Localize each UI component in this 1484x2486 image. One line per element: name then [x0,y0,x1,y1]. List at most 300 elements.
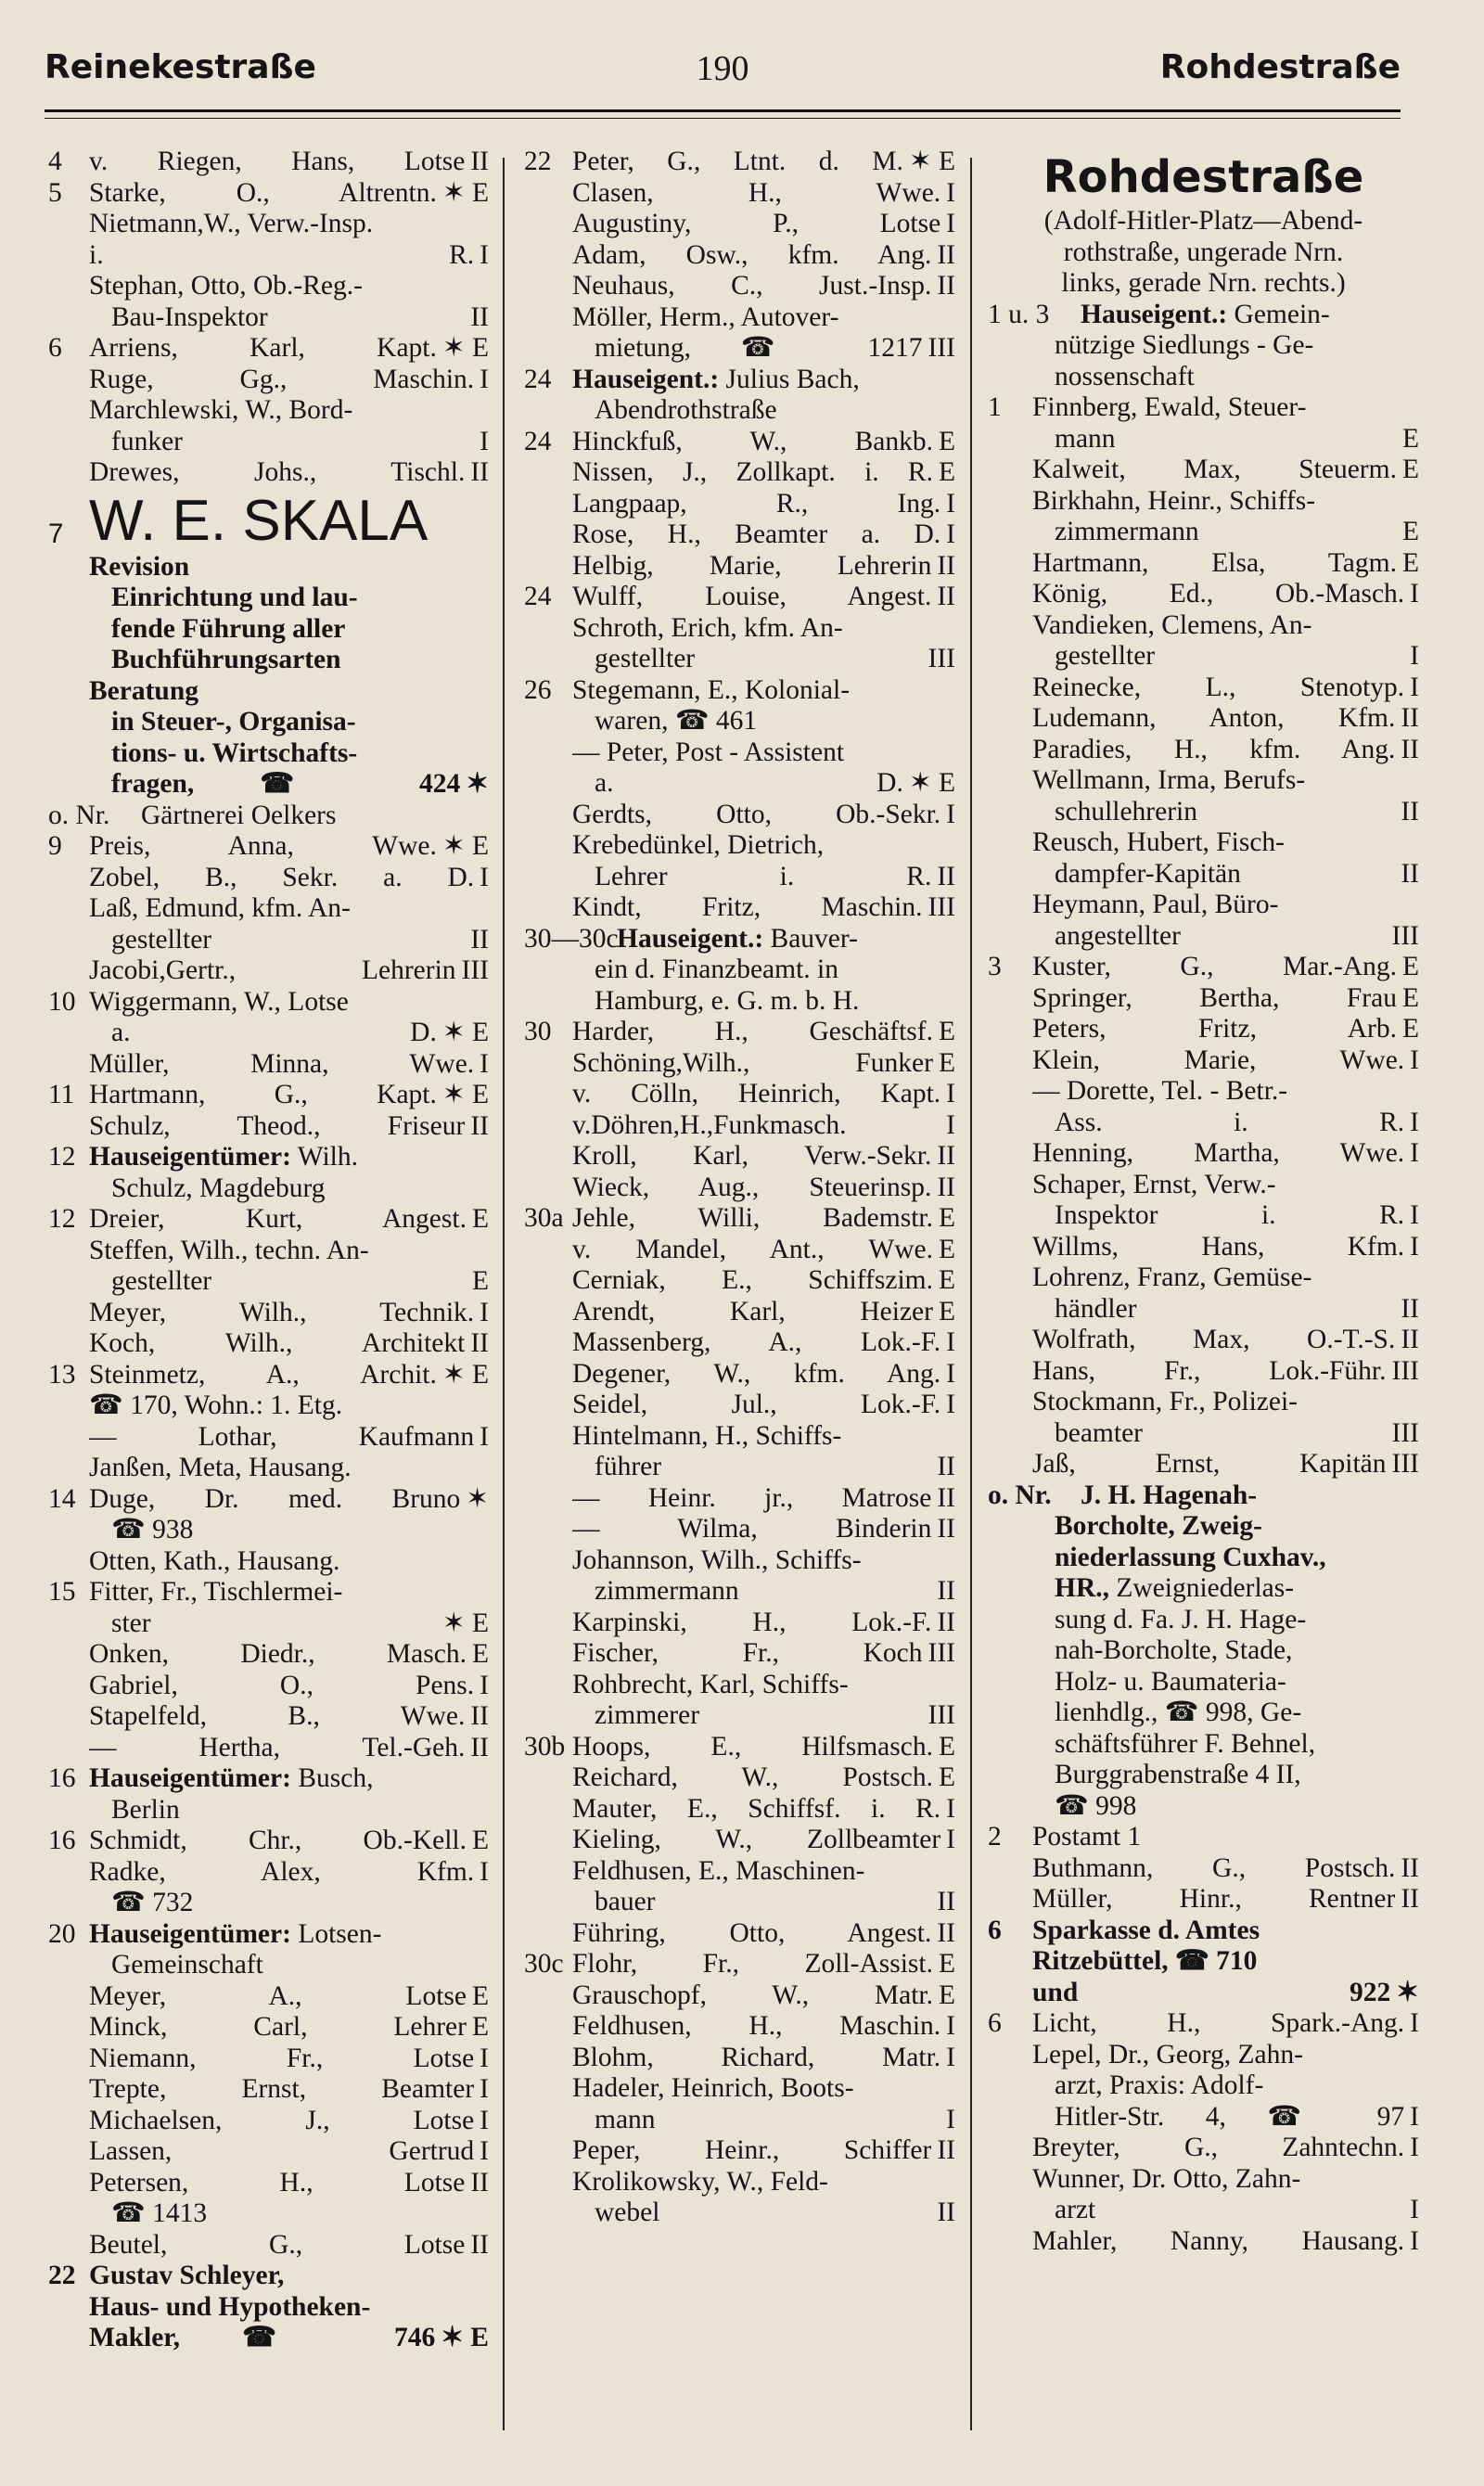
resident-text: Mauter, E., Schiffsf. i. R. [572,1793,941,1824]
resident-text: ein d. Finanzbeamt. in [595,955,838,984]
directory-entry [988,1356,1419,1388]
house-number [988,1138,1032,1170]
resident-text: Müller, Minna, Wwe. [89,1048,475,1079]
house-number [988,2164,1032,2196]
house-number [524,395,572,427]
house-number [48,893,89,925]
resident-text: niederlassung Cuxhav., [1055,1542,1326,1572]
directory-entry [988,486,1419,518]
floor-mark: II [937,2135,955,2165]
resident-text: ☎ 170, Wohn.: 1. Etg. [89,1390,343,1420]
resident-text: Meyer, A., Lotse [89,1980,467,2011]
house-number [48,2230,89,2262]
house-number [524,457,572,489]
directory-entry [524,209,955,240]
house-number [988,362,1032,393]
owner-label: HR., [1055,1573,1109,1603]
floor-mark: E [938,1047,955,1078]
street-heading [988,148,1419,206]
house-number [524,1327,572,1359]
resident-text: Gemeinschaft [111,1950,263,1980]
directory-entry [48,676,489,708]
resident-text: nah-Borcholte, Stade, [1055,1635,1293,1665]
resident-text: Berlin [111,1794,180,1825]
resident-text: König, Ed., Ob.-Masch. [1032,579,1405,609]
resident-text: Schroth, Erich, kfm. An- [572,612,843,643]
directory-entry [48,302,489,334]
resident-text: Reusch, Hubert, Fisch- [1032,827,1286,857]
directory-entry [988,1635,1419,1667]
resident-text: Grauschopf, W., Matr. [572,1980,933,2010]
directory-entry [48,395,489,427]
house-number [524,2043,572,2074]
owner-entry: Hauseigentümer: Busch, [89,1763,374,1793]
resident-text: Hartmann, G., Kapt. [89,1080,437,1109]
directory-entry [524,737,955,769]
house-number [988,1325,1032,1356]
directory-entry [48,1857,489,1889]
house-number [48,1546,89,1578]
house-number [988,330,1032,362]
resident-text: arzt, Praxis: Adolf- [1055,2070,1264,2100]
house-number [988,1170,1032,1201]
directory-entry [988,392,1419,424]
directory-entry [524,147,955,178]
house-number [524,1173,572,1204]
house-number: 24 [524,364,552,394]
house-number [48,2168,89,2199]
directory-entry [988,921,1419,953]
house-number: 1 [988,392,1002,422]
resident-text: Heymann, Paul, Büro- [1032,890,1279,919]
resident-text: Cerniak, E., Schiffszim. [572,1265,933,1295]
resident-text: Kalweit, Max, Steuerm. [1032,455,1397,484]
floor-mark: II [470,2229,489,2260]
house-number [524,333,572,365]
directory-entry [524,1483,955,1515]
house-number [988,703,1032,735]
floor-mark: E [938,1265,955,1295]
resident-text: — Lothar, Kaufmann [89,1421,475,1452]
house-number [988,1511,1032,1543]
house-number [524,706,572,737]
resident-text: — Dorette, Tel. - Betr.- [1032,1076,1288,1106]
resident-text: arzt [1055,2195,1096,2224]
resident-text: ☎ 938 [111,1515,194,1544]
house-number [988,2102,1032,2134]
house-number [988,486,1032,518]
owner-label: Hauseigent.: [617,923,764,954]
house-number [524,302,572,334]
resident-text: Holz- u. Baumateria- [1055,1666,1286,1697]
floor-mark: I [946,1327,955,1357]
floor-mark: E [938,426,955,456]
directory-entry [524,457,955,489]
directory-entry [48,1919,489,1951]
floor-mark: I [1410,579,1419,609]
resident-text: Ass. i. R. [1055,1107,1405,1137]
house-number: 14 [48,1483,76,1514]
directory-entry [988,579,1419,610]
directory-entry [524,333,955,365]
owner-entry: Hauseigent.: Bauver- [617,923,858,954]
resident-text: Helbig, Marie, Lehrerin [572,550,932,581]
directory-entry [48,614,489,646]
floor-mark: II [937,1141,955,1171]
floor-mark: I [480,1670,489,1700]
directory-entry [988,1853,1419,1885]
directory-entry [524,613,955,645]
resident-text: Duge, Dr. med. Bruno [89,1483,461,1514]
resident-text: Lassen, Gertrud [89,2136,475,2166]
resident-text: Fischer, Fr., Koch [572,1638,923,1668]
floor-mark: II [470,457,489,487]
house-number [524,2198,572,2229]
house-number [524,209,572,240]
directory-entry [524,1173,955,1204]
floor-mark: E [1401,1014,1419,1044]
house-number: o. Nr. [988,1480,1052,1510]
house-number: 12 [48,1142,76,1172]
house-number [48,955,89,987]
directory-entry [524,1297,955,1328]
house-number: 30a [524,1203,564,1233]
directory-entry [48,2136,489,2168]
house-number: 5 [48,177,62,208]
floor-mark: I [480,2136,489,2166]
floor-mark: II [937,582,955,611]
resident-text: Seidel, Jul., Lok.-F. [572,1390,941,1419]
resident-text: Dreier, Kurt, Angest. [89,1204,467,1234]
house-number [988,1232,1032,1263]
directory-entry [524,1079,955,1110]
directory-entry [524,1017,955,1048]
directory-entry [524,892,955,924]
directory-entry [524,1421,955,1453]
owner-label: Hauseigentümer: [89,1763,291,1793]
resident-text: a. D. [595,768,903,798]
directory-entry [524,1825,955,1856]
resident-text: Jehle, Willi, Bademstr. [572,1203,933,1233]
house-number [48,1018,89,1049]
directory-entry [48,178,489,210]
directory-entry [988,890,1419,921]
house-number [988,827,1032,859]
directory-entry [988,1294,1419,1326]
resident-text: mann [1055,423,1116,454]
owner-entry: Hauseigent.: Julius Bach, [572,364,860,394]
house-number [48,2012,89,2044]
directory-entry [524,178,955,210]
house-number [524,1700,572,1732]
floor-mark: E [938,1017,955,1046]
floor-mark: II [937,1172,955,1202]
house-number [524,1359,572,1390]
floor-mark: II [937,1917,955,1948]
directory-entry [988,1760,1419,1791]
floor-mark: III [1391,1417,1419,1448]
resident-text: Willms, Hans, Kfm. [1032,1231,1405,1262]
floor-mark: ✶ [466,769,489,799]
street-heading-text: Rohdestraße [1043,151,1364,203]
directory-entry [48,1701,489,1733]
house-number [48,863,89,894]
resident-text: Massenberg, A., Lok.-F. [572,1327,941,1357]
floor-mark: E [938,1296,955,1326]
directory-entry [988,952,1419,983]
resident-text: nützige Siedlungs - Ge- [1055,330,1314,360]
house-number: 1 u. 3 [988,299,1050,329]
resident-text: — Peter, Post - Assistent [572,737,845,767]
resident-text: Gerdts, Otto, Ob.-Sekr. [572,799,941,829]
floor-mark: III [928,892,955,922]
house-number [48,2044,89,2075]
house-number [524,2135,572,2167]
floor-mark: II [937,1607,955,1637]
directory-entry [524,582,955,613]
directory-entry [988,1822,1419,1853]
directory-entry [988,1573,1419,1605]
floor-mark: II [937,861,955,891]
directory-entry [524,1203,955,1235]
directory-entry [988,1543,1419,1574]
directory-entry [48,1111,489,1143]
directory-entry [524,955,955,986]
resident-text: Schaper, Ernst, Verw.- [1032,1169,1276,1199]
directory-entry [524,768,955,800]
resident-text: Nietmann,W., Verw.-Insp. [89,209,374,238]
directory-entry [988,2070,1419,2102]
house-number [524,955,572,986]
house-number [48,645,89,676]
resident-text: Radke, Alex, Kfm. [89,1856,475,1887]
resident-text: dampfer-Kapitän [1055,858,1241,889]
directory-entry [48,801,489,832]
house-number [48,240,89,272]
directory-entry [988,2195,1419,2226]
page-number: 190 [696,49,749,88]
resident-text: Ritzebüttel, ☎ 710 [1032,1946,1258,1976]
directory-entry [524,1608,955,1639]
resident-text: Henning, Martha, Wwe. [1032,1138,1405,1168]
house-number [988,455,1032,486]
page-header [45,48,1401,104]
house-number: 30—30c [524,923,619,954]
house-number [524,737,572,769]
owner-entry: Hauseigent.: Gemein- [1081,299,1330,329]
floor-mark: I [1410,1044,1419,1075]
house-number [48,1795,89,1826]
resident-text: Wiggermann, W., Lotse [89,986,349,1017]
floor-mark: E [938,1234,955,1264]
owner-entry: HR., Zweigniederlas- [1055,1573,1295,1603]
floor-mark: I [946,1793,955,1824]
directory-entry [988,1729,1419,1761]
directory-entry [48,738,489,770]
house-number [988,765,1032,797]
directory-entry [524,271,955,302]
directory-entry [524,365,955,396]
house-number [988,2195,1032,2226]
resident-text: Michaelsen, J., Lotse [89,2105,475,2135]
directory-entry [524,1856,955,1888]
directory-entry [524,675,955,707]
house-number [988,1108,1032,1139]
directory-entry [48,707,489,738]
house-number [48,1390,89,1422]
resident-text: — Hertha, Tel.-Geh. [89,1732,466,1762]
house-number: 30 [524,1017,552,1046]
floor-mark: II [470,1328,489,1358]
resident-text: Finnberg, Ewald, Steuer- [1032,392,1307,422]
floor-mark: II [1401,858,1419,889]
floor-mark: II [470,924,489,955]
floor-mark: I [1410,2101,1419,2132]
directory-entry [48,1453,489,1484]
resident-text: schullehrerin [1055,796,1197,827]
column-middle [524,147,955,2447]
floor-mark: I [946,2011,955,2041]
resident-text: Einrichtung und lau- [111,583,358,612]
resident-text: Buchführungsarten [111,645,341,674]
resident-text: Neuhaus, C., Just.-Insp. [572,271,932,301]
floor-mark: E [471,1204,489,1234]
resident-text: Kuster, G., Mar.-Ang. [1032,952,1397,981]
house-number [988,1853,1032,1885]
column-divider-1 [503,158,505,2430]
directory-entry [988,1170,1419,1201]
house-number [48,552,89,583]
house-number: 16 [48,1763,76,1793]
floor-mark: III [1391,920,1419,951]
resident-text: i. R. [89,239,475,270]
resident-text: Feldhusen, E., Maschinen- [572,1855,865,1886]
column-divider-2 [970,158,972,2430]
house-number [524,1608,572,1639]
header-right-street: Rohdestraße [1159,48,1401,86]
directory-entry [524,1762,955,1794]
resident-text: Janßen, Meta, Hausang. [89,1453,352,1482]
directory-entry [48,2323,489,2354]
street-description: links, gerade Nrn. rechts.) [1061,268,1346,298]
house-number [524,519,572,551]
directory-entry [48,491,489,552]
resident-text: — Wilma, Binderin [572,1514,932,1544]
resident-text: lienhdlg., ☎ 998, Ge- [1055,1698,1302,1727]
resident-text: Krebedünkel, Dietrich, [572,830,825,860]
house-number [988,797,1032,828]
resident-text: waren, ☎ 461 [595,706,758,736]
resident-text: Haus- und Hypotheken- [89,2291,371,2322]
directory-entry [988,362,1419,393]
resident-text: webel [595,2198,660,2227]
directory-entry [988,673,1419,704]
house-number [48,365,89,396]
floor-mark: I [1410,641,1419,671]
resident-text: funker [111,426,183,456]
directory-entry [48,209,489,240]
resident-text: Augustiny, P., Lotse [572,209,941,238]
directory-entry [48,2168,489,2199]
column-left [48,147,489,2447]
floor-mark: II [937,1514,955,1544]
directory-entry [524,2135,955,2167]
resident-text: Wulff, Louise, Angest. [572,582,932,611]
resident-text: und 922 [1032,1977,1391,2007]
house-number [524,1576,572,1608]
house-number [48,1453,89,1484]
directory-entry [988,268,1419,300]
house-number [48,1950,89,1981]
resident-text: Schulz, Magdeburg [111,1173,326,1203]
resident-text: Jaß, Ernst, Kapitän [1032,1449,1387,1479]
house-number [988,983,1032,1015]
house-number [48,1111,89,1143]
floor-mark: II [470,147,489,176]
house-number [988,2133,1032,2164]
house-number [988,1356,1032,1388]
floor-mark: I [1410,1231,1419,1262]
directory-entry [988,1387,1419,1418]
floor-mark: E [1401,517,1419,546]
resident-text: Beratung [89,675,198,706]
house-number [524,830,572,862]
house-number: 22 [48,2261,76,2290]
house-number [988,1791,1032,1823]
directory-entry [988,797,1419,828]
house-number [524,2011,572,2043]
directory-entry [988,765,1419,797]
owner-label: Hauseigent.: [572,364,720,394]
floor-mark: I [1410,2225,1419,2256]
resident-text: Trepte, Ernst, Beamter [89,2074,475,2104]
house-number [48,1733,89,1764]
floor-mark: E [471,1980,489,2011]
floor-mark: II [1401,796,1419,827]
directory-entry [524,1949,955,1980]
directory-entry [988,1108,1419,1139]
house-number: o. Nr. [48,800,110,830]
directory-entry [48,645,489,676]
directory-entry [48,893,489,925]
resident-text: Steinmetz, A., Archit. [89,1359,437,1390]
resident-text: W. E. SKALA [89,490,429,552]
resident-text: Vandieken, Clemens, An- [1032,609,1312,640]
directory-entry [524,551,955,583]
resident-text: Clasen, H., Wwe. [572,177,941,208]
directory-entry [988,1449,1419,1480]
directory-entry [48,1422,489,1454]
house-number [988,921,1032,953]
resident-text: Lehrer i. R. [595,861,932,891]
house-number [988,610,1032,642]
floor-mark: I [480,1856,489,1887]
directory-entry [988,1418,1419,1450]
directory-entry [988,455,1419,486]
resident-text: v. Cölln, Heinrich, Kapt. [572,1079,941,1108]
floor-mark: E [1401,982,1419,1013]
owner-entry: Hauseigentümer: Wilh. [89,1142,358,1172]
floor-mark: II [937,1887,955,1916]
resident-text: Breyter, G., Zahntechn. [1032,2133,1405,2162]
header-rule-thick [45,109,1401,112]
resident-text: Niemann, Fr., Lotse [89,2043,475,2073]
house-number [988,548,1032,580]
directory-entry [988,1791,1419,1823]
floor-mark: I [480,2043,489,2073]
directory-entry [48,2074,489,2106]
resident-text: Kindt, Fritz, Maschin. [572,892,923,922]
